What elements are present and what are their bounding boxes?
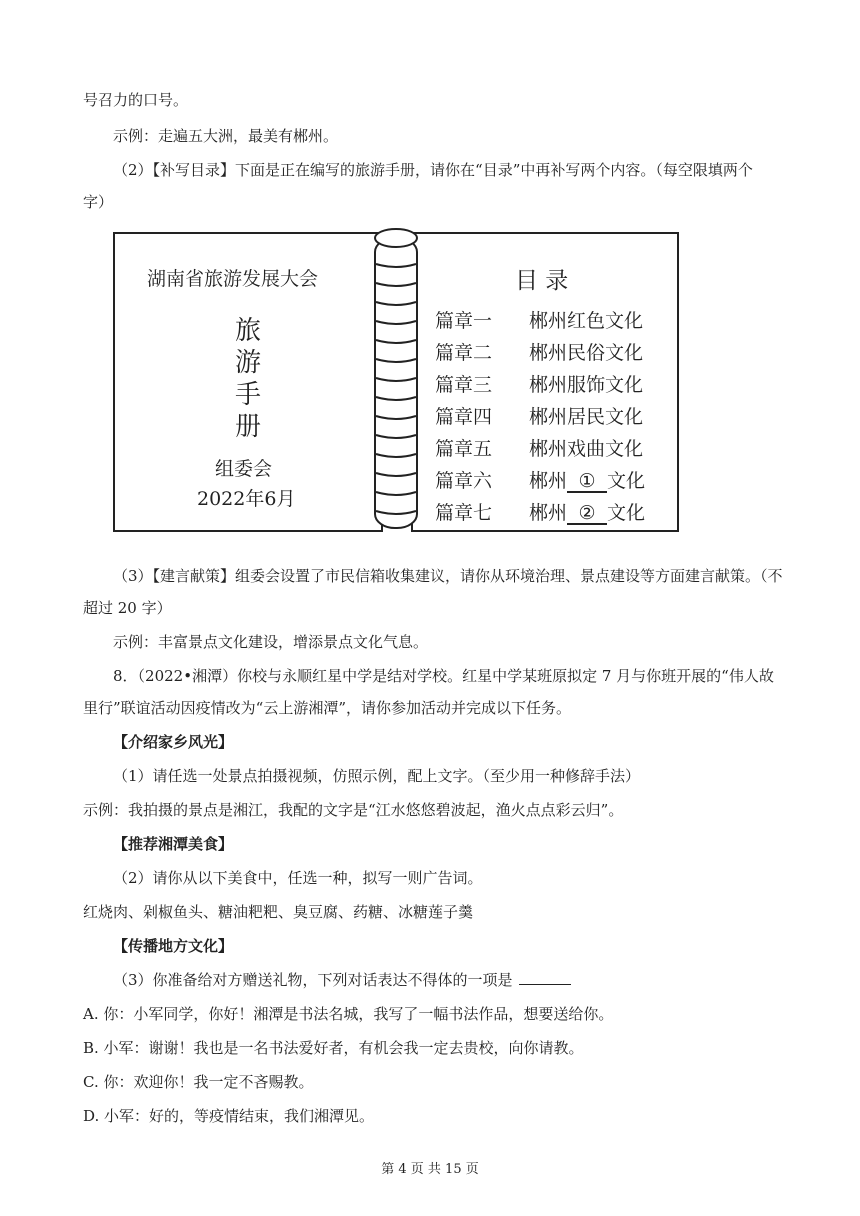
question-3-text-cont: 超过 20 字）	[83, 599, 172, 617]
toc-content: 郴州民俗文化	[529, 342, 644, 364]
answer-blank[interactable]	[519, 970, 571, 985]
task-1-text: （1）请任选一处景点拍摄视频，仿照示例，配上文字。（至少用一种修辞手法）	[113, 767, 641, 785]
question-2-text: （2）【补写目录】下面是正在编写的旅游手册，请你在“目录”中再补写两个内容。（每空限填两个	[113, 161, 753, 179]
toc-chapter: 篇章一	[435, 310, 493, 332]
example-text: 示例：我拍摄的景点是湘江，我配的文字是“江水悠悠碧波起，渔火点点彩云归”。	[83, 801, 624, 819]
booklet-spine	[371, 224, 421, 542]
cover-organizer: 湖南省旅游发展大会	[147, 268, 319, 290]
question-3-text: （3）【建言献策】组委会设置了市民信箱收集建议，请你从环境治理、景点建设等方面建言献策。（不	[113, 567, 783, 585]
page-footer: 第 4 页 共 15 页	[381, 1162, 479, 1177]
toc-row	[435, 370, 643, 397]
cover-title-char: 游	[234, 348, 261, 378]
cover-title-char: 手	[234, 380, 261, 410]
option-c: C. 你：欢迎你！我一定不吝赐教。	[83, 1073, 314, 1091]
toc-row-blank-2	[435, 498, 645, 525]
toc-content: 郴州戏曲文化	[529, 438, 644, 460]
task-3-text	[113, 970, 571, 990]
cover-date: 2022年6月	[197, 488, 296, 510]
section-heading: 【传播地方文化】	[113, 937, 234, 955]
option-b: B. 小军：谢谢！我也是一名书法爱好者，有机会我一定去贵校，向你请教。	[83, 1039, 584, 1057]
booklet-cover-page	[113, 232, 383, 532]
task-2-text: （2）请你从以下美食中，任选一种，拟写一则广告词。	[113, 869, 483, 887]
question-2-text-cont: 字）	[83, 193, 114, 211]
travel-booklet-figure	[113, 224, 679, 542]
task-3-question: （3）你准备给对方赠送礼物，下列对话表达不得体的一项是	[113, 971, 513, 989]
cover-title-char: 旅	[234, 316, 261, 346]
toc-prefix: 郴州	[529, 470, 568, 492]
toc-chapter: 篇章七	[435, 502, 493, 524]
toc-chapter: 篇章四	[435, 406, 493, 428]
paragraph-text: 号召力的口号。	[83, 91, 189, 109]
toc-row	[435, 306, 643, 333]
food-list: 红烧肉、剁椒鱼头、糖油粑粑、臭豆腐、药糖、冰糖莲子羹	[83, 903, 474, 921]
toc-row	[435, 434, 643, 461]
booklet-toc-page	[411, 232, 679, 532]
toc-content: 郴州红色文化	[529, 310, 644, 332]
example-text: 示例：走遍五大洲，最美有郴州。	[113, 127, 339, 145]
cover-title-char: 册	[234, 412, 261, 442]
example-text: 示例：丰富景点文化建设，增添景点文化气息。	[113, 633, 429, 651]
toc-row	[435, 402, 643, 429]
section-heading: 【推荐湘潭美食】	[113, 835, 234, 853]
toc-chapter: 篇章六	[435, 470, 493, 492]
question-8-text-cont: 里行”联谊活动因疫情改为“云上游湘潭”，请你参加活动并完成以下任务。	[83, 699, 572, 717]
toc-chapter: 篇章二	[435, 342, 493, 364]
toc-content: 郴州居民文化	[529, 406, 644, 428]
question-8-text: 8．（2022•湘潭）你校与永顺红星中学是结对学校。红星中学某班原拟定 7 月与你班开展的“伟人故	[113, 667, 774, 685]
section-heading: 【介绍家乡风光】	[113, 733, 234, 751]
toc-row	[435, 338, 643, 365]
toc-chapter: 篇章五	[435, 438, 493, 460]
toc-row-blank-1	[435, 466, 645, 493]
toc-title: 目 录	[515, 268, 569, 294]
toc-prefix: 郴州	[529, 502, 568, 524]
toc-suffix: 文化	[607, 470, 646, 492]
toc-chapter: 篇章三	[435, 374, 493, 396]
blank-marker-2: ②	[567, 503, 607, 525]
option-d: D. 小军：好的，等疫情结束，我们湘潭见。	[83, 1107, 375, 1125]
option-a: A. 你：小军同学，你好！湘潭是书法名城，我写了一幅书法作品，想要送给你。	[83, 1005, 614, 1023]
toc-content: 郴州服饰文化	[529, 374, 644, 396]
blank-marker-1: ①	[567, 471, 607, 493]
toc-suffix: 文化	[607, 502, 646, 524]
cover-committee: 组委会	[215, 458, 273, 480]
